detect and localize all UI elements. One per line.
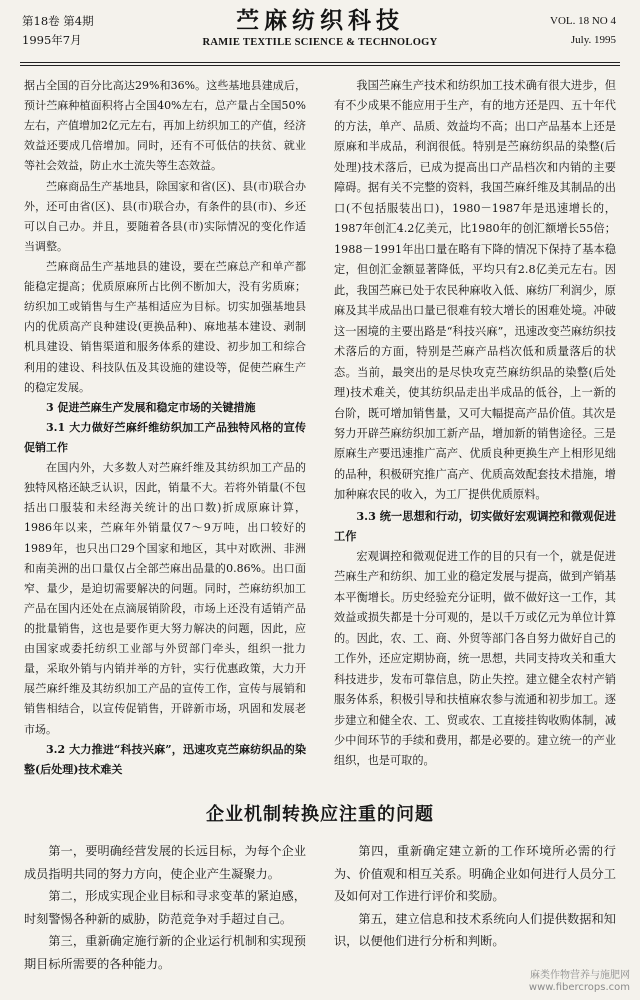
journal-header [0, 0, 640, 62]
header-rule-bottom [20, 65, 620, 66]
month-year: July. 1995 [570, 34, 616, 46]
paragraph: 据占全国的百分比高达29%和36%。这些基地县建成后，预计苎麻种植面积将占全国40%左右，总产量占全国50%左右，产值增加2亿元左右，再加上纺织加工的产值，经济效益还要成几倍增加。同时，还有不可低估的扶贫、就业等社会效益，防止水土流失等生态效益。 [24, 79, 306, 173]
paragraph: 第三，重新确定施行新的企业运行机制和实现预期目标所需要的各种能力。 [24, 934, 306, 971]
paragraph: 第二，形成实现企业目标和寻求变革的紧迫感，时刻警惕各种新的威胁，防范竞争对手超过自己。 [24, 889, 306, 926]
journal-title: 苎麻纺织科技 [236, 7, 404, 34]
issue-date: 1995年7月 [22, 33, 82, 47]
article2-left-column [24, 840, 306, 975]
section-heading: 3.2 大力推进“科技兴麻”，迅速攻克苎麻纺织品的染整(后处理)技术难关 [24, 742, 306, 776]
watermark-line2: www.fibercrops.com [528, 982, 630, 993]
paragraph: 苎麻商品生产基地县的建设，要在苎麻总产和单产都能稳定提高；优质原麻所占比例不断加大，没有劣质麻；纺织加工或销售与生产基相适应为目标。切实加强基地县内的优质高产良种建设(更换品种)、麻地基本建设、剥制机具建设、销售渠道和服务体系的建设、初步加工和综合利用的建设、科技队伍及其设施的建设等，促使苎麻生产的稳定发展。 [24, 259, 306, 394]
section-heading: 3 促进苎麻生产发展和稳定市场的关键措施 [46, 400, 256, 414]
header-left-block [22, 12, 94, 50]
section-heading: 3.3 统一思想和行动，切实做好宏观调控和微观促进工作 [334, 508, 616, 544]
paragraph: 在国内外，大多数人对苎麻纤维及其纺织加工产品的独特风格还缺乏认识，因此，销量不大。若将外销量(不包括出口服装和未经海关统计的出口数)折成原麻计算，1986年以来，苎麻年外销量仅7～9万吨，出口较好的1989年，也只出口29个国家和地区，其中对欧洲、非洲和南美洲的出口量仅占全部苎麻出品量的0.86%。出口面窄、量少，是迫切需要解决的问题。同时，苎麻纺织加工产品在国内还处在点滴展销阶段，市场上还没有适销产品的批量销售，这也是要作更大努力解决的问题，因此，应由国家或委托纺织工业部与外贸部门牵头，组织一批力量，采取外销与内销并举的方针，实行优惠政策，大力开展苎麻纤维及其纺织加工产品的宣传工作，宣传与展销和销售相结合，以宣传促销售，开辟新市场，巩固和发展老市场。 [24, 461, 306, 736]
header-right-block [550, 12, 616, 50]
header-center-block [160, 8, 480, 48]
journal-subtitle: RAMIE TEXTILE SCIENCE & TECHNOLOGY [202, 37, 438, 48]
paragraph: 宏观调控和微观促进工作的目的只有一个，就是促进苎麻生产和纺织、加工业的稳定发展与提高，做到产销基本平衡增长。历史经验充分证明，做不做好这一工作，其效益或损失都是十分可观的，是以千万或亿元为单位计算的。因此，农、工、商、外贸等部门各自努力做好自己的工作外，还应定期协商，统一思想，共同支持攻关和重大科技进步，发布可靠信息，防止失控。建立健全农村产销服务体系，积极引导和扶植麻农参与流通和初步加工。逐步建立和健全农、工、贸或农、工直接挂钩收购体制，减少中间环节的手续和费用，都是必要的。建立统一的产业组织，也是可取的。 [334, 549, 616, 768]
paragraph: 我国苎麻生产技术和纺织加工技术确有很大进步，但有不少成果不能应用于生产，有的地方还是四、五十年代的方法，单产、品质、效益均不高；出口产品基本上还是原麻和半成品，利润很低。特别是苎麻纺织品的染整(后处理)技术落后，已成为提高出口产品档次和内销的主要障碍。据有关不完整的资料，我国苎麻纤维及其制品的出口(不包括服装出口)，1980－1987年是迅速增长的，1987年创汇4.2亿美元，比1980年的创汇额增长55倍；1988－1991年出口量在略有下降的情况下保持了基本稳定，但创汇金额显著降低，平均只有2.8亿美元左右。因此，我国苎麻已处于农民种麻收入低、麻纺厂利润少，原麻及其半成品出口量已很难有较大增长的困难处境。冲破这一困境的主要出路是“科技兴麻”，迅速改变苎麻纺织技术落后的方面，特别是苎麻产品档次低和质量落后的状态。当前，最突出的是尽快攻克苎麻纺织品的染整(后处理)技术难关，使其纺织品走出半成品的低谷，上一新的台阶，既可增加销售量，又可大幅提高产品价值。其次是努力开辟苎麻纺织加工新产品，增加新的销售途径。三是原麻生产要迅速推广高产、优质良种更换生产上相形见绌的品种，积极研究推广高产、优质高效配套技术措施，增加种麻农民的收入，为工厂提供优质原料。 [334, 79, 616, 502]
paragraph: 第一，要明确经营发展的长远目标，为每个企业成员指明共同的努力方向，使企业产生凝聚力。 [24, 844, 306, 881]
section-heading: 3.1 大力做好苎麻纤维纺织加工产品独特风格的宣传促销工作 [24, 420, 306, 454]
paragraph: 第五，建立信息和技术系统向人们提供数据和知识，以便他们进行分析和判断。 [334, 911, 616, 948]
site-watermark [529, 970, 630, 994]
watermark-line1: 麻类作物营养与施肥网 [530, 970, 630, 981]
header-rule-top [20, 62, 620, 63]
paragraph: 苎麻商品生产基地县，除国家和省(区)、县(市)联合办外，还可由省(区)、县(市)联合办，有条件的县(市)、乡还可以自己办。并且，要随着各县(市)实际情况的变化作适当调整。 [24, 179, 306, 253]
article2-title: 企业机制转换应注重的问题 [206, 804, 434, 825]
article1-right-column [334, 76, 616, 772]
paragraph: 第四，重新确定建立新的工作环境所必需的行为、价值观和相互关系。明确企业如何进行人员分工及如何对工作进行评价和奖励。 [334, 844, 616, 903]
vol-no: VOL. 18 NO 4 [550, 15, 616, 27]
article2-right-column [334, 840, 616, 953]
article1-left-column [24, 76, 306, 780]
volume-issue: 第18卷 第4期 [22, 14, 94, 28]
